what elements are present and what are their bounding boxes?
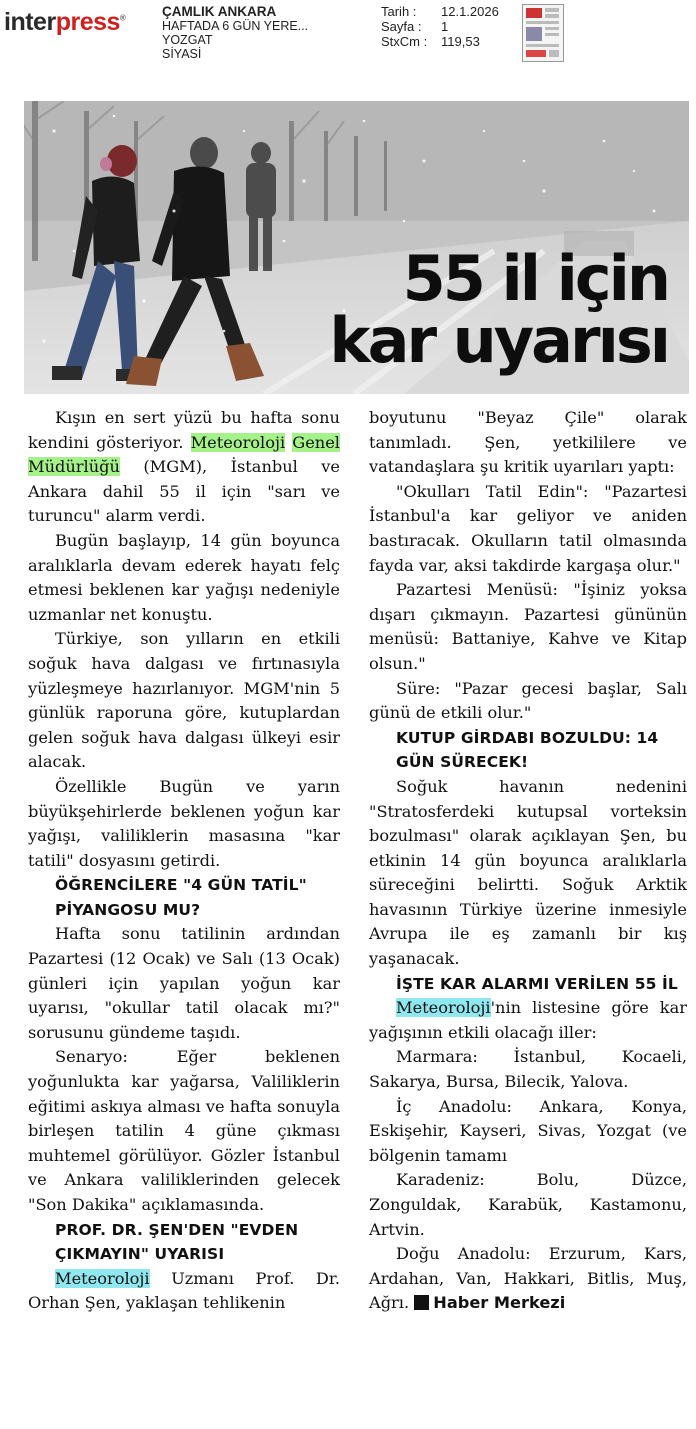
stxcm-label: StxCm :	[381, 34, 428, 49]
highlight-term: Genel	[292, 432, 340, 452]
paragraph: Senaryo: Eğer beklenen yoğunlukta kar yağarsa, Valiliklerin eğitimi askıya alması ve hafta sonuyla birleşen tatilin 4 güne çıkması muhtemel görülüyor. Gözler İstanbul ve Ankara valiliklerinden gelecek "Son Dakika" açıklamasında.	[28, 1047, 340, 1214]
signature: Haber Merkezi	[433, 1293, 566, 1313]
text-run: Doğu Anadolu: Erzurum, Kars, Ardahan, Van, Hakkari, Bitlis, Muş, Ağrı.	[369, 1244, 687, 1313]
paragraph: Süre: "Pazar gecesi başlar, Salı günü de etkili olur."	[369, 678, 687, 723]
text-run: (MGM), İstanbul ve Ankara dahil 55 il için "sarı ve turuncu" alarm verdi.	[28, 457, 340, 526]
headline-line-1: 55 il için	[402, 242, 668, 315]
page-thumbnail[interactable]	[522, 4, 564, 62]
text-run: Uzmanı Prof. Dr. Orhan Şen, yaklaşan tehlikenin	[28, 1268, 340, 1313]
category: SİYASİ	[162, 47, 202, 61]
stxcm-value: 119,53	[441, 34, 480, 49]
highlight-term: Müdürlüğü	[28, 457, 120, 477]
highlight-term: Meteoroloji	[396, 998, 491, 1018]
subheading: KUTUP GİRDABI BOZULDU: 14 GÜN SÜRECEK!	[396, 728, 659, 772]
article-column-left	[28, 406, 340, 1316]
highlight-term: Meteoroloji	[190, 432, 286, 452]
paragraph	[28, 1267, 340, 1316]
paragraph: boyutunu "Beyaz Çile" olarak tanımladı. Şen, yetkililere ve vatandaşlara şu kritik uyarıları yaptı:	[369, 408, 687, 477]
paragraph: Hafta sonu tatilinin ardından Pazartesi (12 Ocak) ve Salı (13 Ocak) günleri için yapılan yoğun kar uyarısı, "okullar tatil olacak mı?" sorusunu gündeme taşıdı.	[28, 924, 340, 1042]
text-run: 'nin listesine göre kar yağışının etkili olacağı iller:	[369, 998, 687, 1042]
clipping-header	[0, 0, 696, 92]
paragraph: Türkiye, son yılların en etkili soğuk hava dalgası ve fırtınasıyla yüzleşmeye hazırlanıyor. MGM'nin 5 günlük raporuna göre, kutuplardan gelen soğuk hava dalgası ülkeyi esir alacak.	[28, 629, 340, 772]
paragraph: Bugün başlayıp, 14 gün boyunca aralıklarla devam ederek hayatı felç etmesi beklenen kar yağışı nedeniyle uzmanlar net konuştu.	[28, 530, 340, 624]
interpress-logo	[4, 8, 125, 37]
date-label: Tarih :	[381, 4, 417, 19]
article-title: HAFTADA 6 GÜN YERE...	[162, 19, 309, 33]
subheading: PROF. DR. ŞEN'DEN "EVDEN ÇIKMAYIN" UYARISI	[55, 1220, 299, 1264]
article-column-right	[369, 406, 687, 1316]
square-bullet-icon	[414, 1295, 429, 1310]
region: YOZGAT	[162, 33, 213, 47]
date-value: 12.1.2026	[441, 4, 499, 19]
publication-name: ÇAMLIK ANKARA	[162, 4, 277, 19]
subheading: İŞTE KAR ALARMI VERİLEN 55 İL	[396, 974, 678, 993]
paragraph	[369, 996, 687, 1045]
paragraph: "Okulları Tatil Edin": "Pazartesi İstanbul'a kar geliyor ve aniden bastıracak. Okulların tatil olmasında fayda var, aksi takdirde kargaşa olur."	[369, 481, 687, 575]
paragraph: Soğuk havanın nedenini "Stratosferdeki kutupsal vorteksin bozulması" olarak açıklayan Şen, bu etkinin 14 gün boyunca aralıklarla süreceğini belirtti. Soğuk Arktik havasının Türkiye üzerine inmesiyle Avrupa ile eş zamanlı bir kış yaşanacak.	[369, 776, 687, 969]
paragraph: İç Anadolu: Ankara, Konya, Eskişehir, Kayseri, Sivas, Yozgat (ve bölgenin tamamı	[369, 1096, 687, 1165]
paragraph: Özellikle Bugün ve yarın büyükşehirlerde beklenen yoğun kar yağışı, valiliklerin masasına "kar tatili" dosyasını getirdi.	[28, 776, 340, 870]
page-label: Sayfa :	[381, 19, 422, 34]
subheading: ÖĞRENCİLERE "4 GÜN TATİL" PİYANGOSU MU?	[55, 876, 307, 919]
paragraph: Pazartesi Menüsü: "İşiniz yoksa dışarı çıkmayın. Pazartesi gününün menüsü: Battaniye, Kahve ve Kitap olsun."	[369, 580, 687, 673]
text-run: Kışın en sert yüzü bu hafta sonu kendini gösteriyor.	[28, 408, 340, 452]
paragraph: Karadeniz: Bolu, Düzce, Zonguldak, Karabük, Kastamonu, Artvin.	[369, 1170, 687, 1239]
page-value: 1	[441, 19, 449, 34]
clipping-details	[381, 4, 499, 49]
headline	[329, 242, 668, 377]
paragraph	[369, 1242, 687, 1316]
clipping-meta	[162, 5, 308, 61]
logo-accent: press	[55, 8, 120, 36]
highlight-term: Meteoroloji	[55, 1268, 150, 1288]
paragraph: Marmara: İstanbul, Kocaeli, Sakarya, Bursa, Bilecik, Yalova.	[369, 1047, 687, 1092]
logo-main: inter	[4, 8, 56, 36]
paragraph	[28, 406, 340, 529]
headline-line-2: kar uyarısı	[329, 304, 668, 377]
logo-registered-mark: ®	[119, 13, 126, 23]
